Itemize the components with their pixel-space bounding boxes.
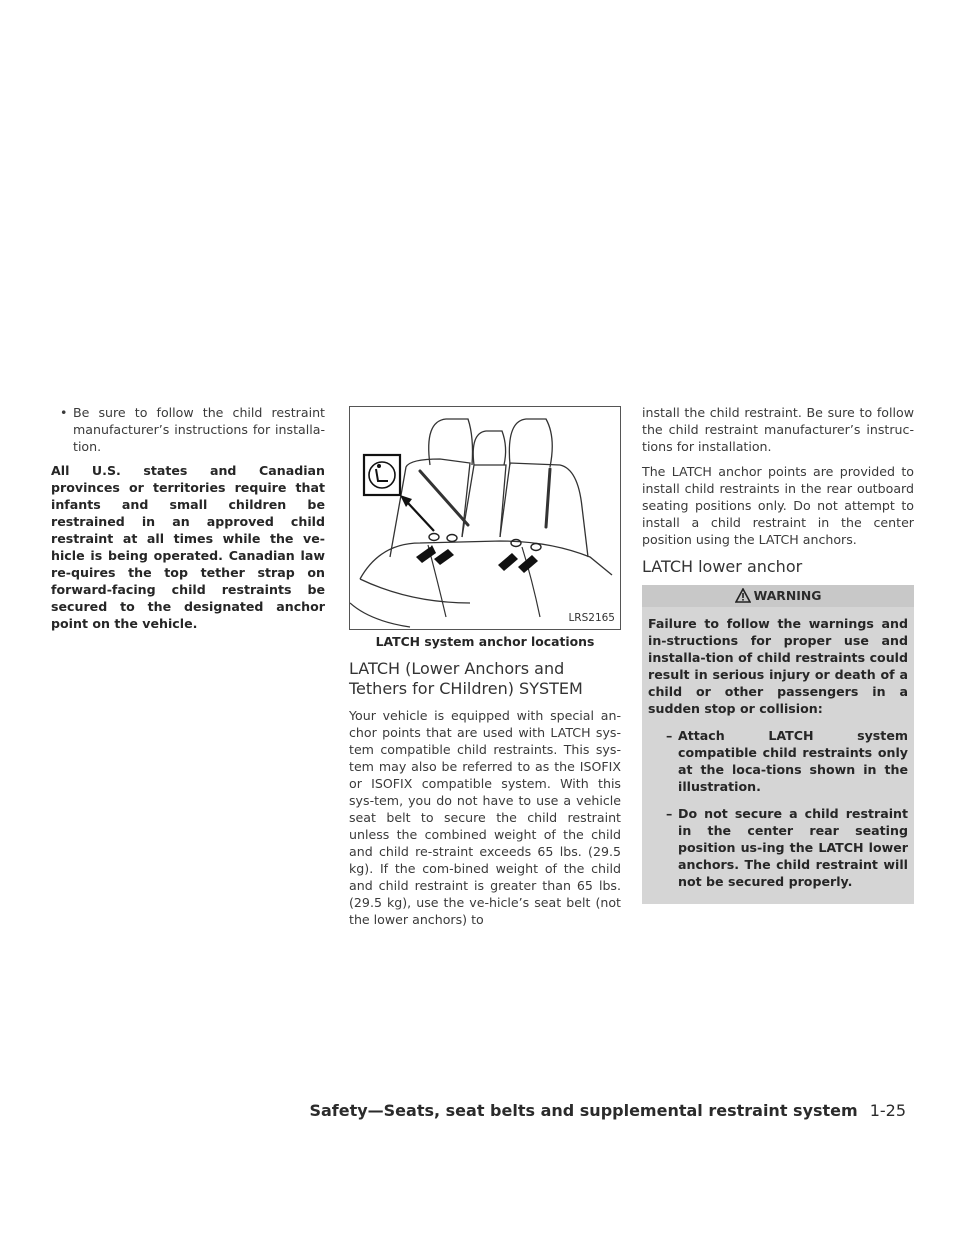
warning-header	[642, 585, 914, 607]
subsection-heading: LATCH lower anchor	[642, 557, 803, 576]
column-1	[51, 404, 325, 632]
rear-seat-drawing	[350, 407, 620, 629]
column-2	[349, 404, 621, 936]
warning-item-text: Attach LATCH system compatible child restraints only at the loca-tions shown in the illustration.	[678, 728, 908, 794]
warning-body	[642, 607, 914, 890]
warning-title: WARNING	[753, 588, 822, 603]
page-number: 1-25	[869, 1101, 906, 1120]
warning-icon	[735, 588, 751, 610]
figure-caption: LATCH system anchor locations	[375, 634, 595, 649]
footer-title: Safety—Seats, seat belts and supplemental restraint system	[309, 1101, 858, 1120]
dash-symbol: –	[666, 806, 673, 821]
law-paragraph: All U.S. states and Canadian provinces or territories require that infants and small children be restrained in an approved child restraint at all times while the ve-hicle is being operated. Canadian law re-quires the top tether strap on forward-facing child restraints be secured to the designated anchor point on the vehicle.	[51, 463, 325, 631]
warning-item	[648, 805, 908, 890]
warning-item-text: Do not secure a child restraint in the center rear seating position us-ing the LATCH lower anchors. The child restraint will not be secured properly.	[678, 806, 908, 889]
bullet-text: Be sure to follow the child restraint manufacturer’s instructions for installa-tion.	[73, 405, 325, 454]
bullet-symbol: •	[60, 405, 68, 420]
warning-box	[642, 585, 914, 904]
warning-intro: Failure to follow the warnings and in-structions for proper use and installa-tion of child restraints could result in serious injury or death of a child or other passengers in a sudden stop or collision:	[648, 616, 908, 716]
page-footer	[309, 1101, 906, 1120]
figure-code: LRS2165	[568, 612, 615, 624]
dash-symbol: –	[666, 728, 673, 743]
latch-paragraph: Your vehicle is equipped with special an-chor points that are used with LATCH sys-tem compatible child restraints. This sys-tem may also be referred to as the ISOFIX or ISOFIX compatible system. With this sys-tem, you do not have to use a vehicle seat belt to secure the child restraint unless the combined weight of the child and child re-straint exceeds 65 lbs. (29.5 kg). If the com-bined weight of the child and child restraint is greater than 65 lbs. (29.5 kg), use the ve-hicle’s seat belt (not the lower anchors) to	[349, 708, 621, 927]
install-paragraph: install the child restraint. Be sure to follow the child restraint manufacturer’s instruc-tions for installation.	[642, 405, 914, 454]
column-3	[642, 404, 914, 904]
section-heading: LATCH (Lower Anchors and Tethers for CHildren) SYSTEM	[349, 659, 583, 698]
bullet-item	[51, 404, 325, 455]
warning-item	[648, 727, 908, 795]
anchor-points-paragraph: The LATCH anchor points are provided to install child restraints in the rear outboard seating positions only. Do not attempt to install a child restraint in the center position using the LATCH anchors.	[642, 464, 914, 547]
latch-illustration	[349, 406, 621, 630]
